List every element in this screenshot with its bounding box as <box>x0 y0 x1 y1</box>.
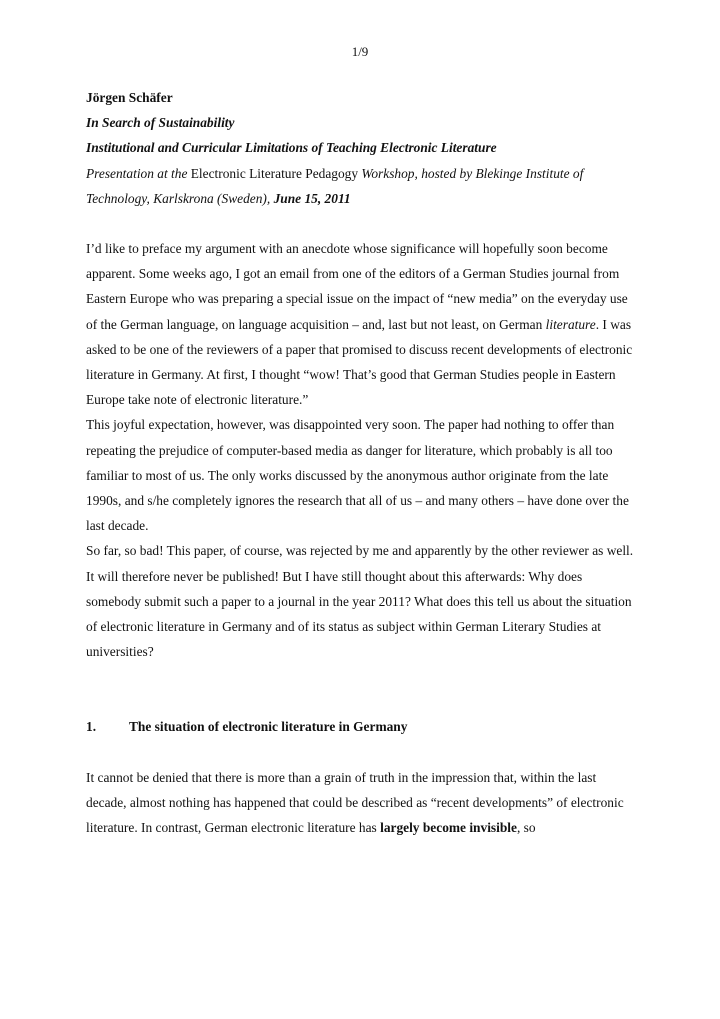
presentation-info <box>86 161 638 211</box>
section-title: The situation of electronic literature in Germany <box>129 719 408 735</box>
section-number: 1. <box>86 719 97 735</box>
paragraph-2: This joyful expectation, however, was disappointed very soon. The paper had nothing to offer than repeating the prejudice of computer-based media as danger for literature, which probably is all too familiar to most of us. The only works discussed by the anonymous author originate from the late 1990s, and s/he completely ignores the research that all of us – and many others – have done over the last decade. <box>86 417 629 534</box>
presentation-prefix: Presentation at the <box>86 165 188 181</box>
presentation-date: June 15, 2011 <box>270 190 351 206</box>
page-number: 1/9 <box>351 44 369 59</box>
section-paragraph-text-a: It cannot be denied that there is more than a grain of truth in the impression that, within the last decade, almost nothing has happened that could be described as “recent developments” of electronic literature. In contrast, German electronic literature has <box>86 769 624 836</box>
paragraph-3: So far, so bad! This paper, of course, was rejected by me and apparently by the other reviewer as well. It will therefore never be published! But I have still thought about this afterwards: Why does somebody submit such a paper to a journal in the year 2011? What does this tell us about the situation of electronic literature in Germany and of its status as subject within German Literary Studies at universities? <box>86 543 634 660</box>
author-name: Jörgen Schäfer <box>86 90 173 105</box>
document-body <box>86 85 638 840</box>
section-paragraph-text-b: , so <box>516 820 536 836</box>
paragraph-1-text-a: I’d like to preface my argument with an anecdote whose significance will hopefully soon become apparent. Some weeks ago, I got an email from one of the editors of a German Studies journal from Eastern Europe who was preparing a special issue on the impact of “new media” on the everyday use of the German language, on language acquisition – and, last but not least, on German <box>86 241 628 332</box>
section-paragraph <box>86 765 638 841</box>
paper-title: In Search of Sustainability <box>86 115 235 131</box>
paragraph-1-italic: literature <box>545 316 596 332</box>
presentation-host: Workshop, hosted by Blekinge Institute of Technology, Karlskrona (Sweden), <box>86 165 584 206</box>
paragraph-1-text-b: . I was asked to be one of the reviewers of a paper that promised to discuss recent developments of electronic literature in Germany. At first, I thought “wow! That’s good that German Studies people in Eastern Europe take note of electronic literature.” <box>86 316 633 408</box>
section-heading <box>86 714 638 739</box>
presentation-event: Electronic Literature Pedagogy <box>187 165 362 181</box>
section-paragraph-bold: largely become invisible <box>380 820 517 836</box>
paragraph-1 <box>86 236 638 412</box>
paper-subtitle: Institutional and Curricular Limitations of Teaching Electronic Literature <box>86 140 497 156</box>
